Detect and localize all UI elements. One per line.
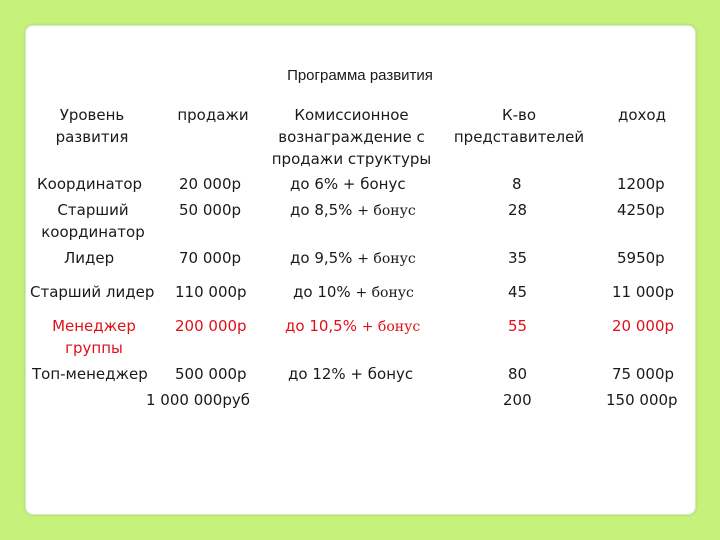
commission-base: до 10% [293, 283, 351, 301]
table-row-sales: 110 000р [175, 283, 247, 301]
table-row-level: Менеджер группы [52, 317, 136, 357]
table-row-sales: 70 000р [179, 249, 242, 267]
table-row-reps: 80 [508, 365, 528, 383]
table-row-income: 4250р [617, 201, 665, 219]
commission-bonus: + бонус [357, 251, 416, 267]
table-row-sales: 500 000р [175, 365, 247, 383]
commission-bonus: + бонус [355, 285, 414, 301]
table-row-sales: 50 000р [179, 201, 242, 219]
commission-base: до 9,5% [290, 249, 353, 267]
header-sales: продажи [177, 106, 249, 124]
table-row-commission [290, 247, 416, 270]
table-row-commission [285, 315, 420, 338]
table-row-commission [290, 199, 416, 222]
table-row-sales: 200 000р [175, 317, 247, 335]
table-row-level: Лидер [64, 249, 115, 267]
page-title: Программа развития [287, 67, 433, 84]
header-income: доход [618, 106, 666, 124]
table-row-income: 1200р [617, 175, 665, 193]
table-row-reps: 45 [508, 283, 528, 301]
table-row-income: 11 000р [612, 283, 675, 301]
table-row-level: Топ-менеджер [32, 365, 148, 383]
table-row-level: Старший лидер [30, 283, 155, 301]
table-row-sales: 1 000 000руб [146, 391, 250, 409]
table-row-commission [290, 173, 406, 196]
commission-base: до 8,5% [290, 201, 353, 219]
table-row-commission [288, 363, 413, 386]
commission-base: до 6% + бонус [290, 175, 406, 193]
commission-base: до 12% + бонус [288, 365, 414, 383]
header-commission: Комиссионное вознаграждение с продажи структуры [271, 106, 432, 168]
slide-card [25, 25, 696, 515]
table-row-reps: 28 [508, 201, 528, 219]
table-row-income: 75 000р [612, 365, 675, 383]
table-row-level: Старший координатор [41, 201, 145, 241]
table-row-level: Координатор [37, 175, 143, 193]
header-reps: К-во представителей [453, 106, 585, 146]
header-level: Уровень развития [55, 106, 129, 146]
table-row-commission [293, 281, 414, 304]
commission-bonus: + бонус [361, 319, 421, 335]
table-row-reps: 35 [508, 249, 528, 267]
commission-base: до 10,5% [285, 317, 357, 335]
table-row-reps: 55 [508, 317, 528, 335]
table-row-sales: 20 000р [179, 175, 242, 193]
table-row-income: 20 000р [612, 317, 675, 335]
table-row-income: 5950р [617, 249, 665, 267]
table-row-reps: 8 [512, 175, 522, 193]
table-row-income: 150 000р [606, 391, 678, 409]
table-row-reps: 200 [503, 391, 532, 409]
commission-bonus: + бонус [357, 203, 416, 219]
